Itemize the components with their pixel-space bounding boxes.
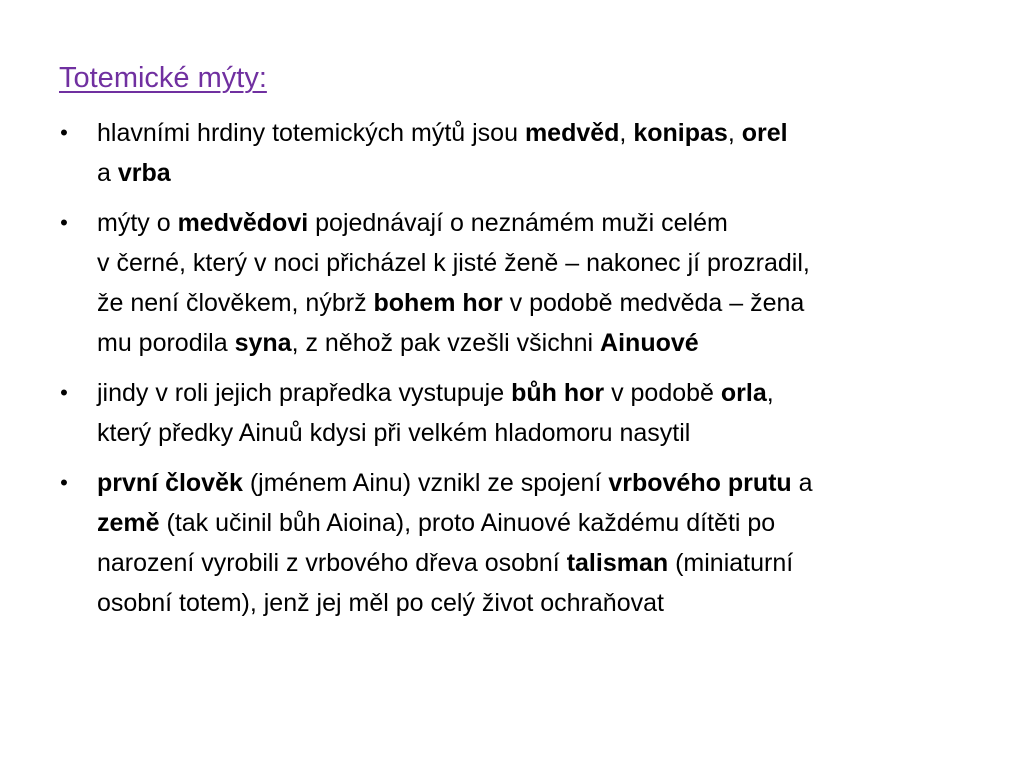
bullet-item <box>60 463 987 623</box>
bullet-text: a <box>791 469 813 497</box>
bullet-item <box>60 113 987 193</box>
bullet-item <box>60 203 987 363</box>
bullet-text: v podobě <box>604 379 721 407</box>
bullet-marker-icon: • <box>60 120 68 145</box>
emphasized-term: země <box>97 509 160 537</box>
bullet-text: , <box>727 119 742 147</box>
emphasized-term: medvědovi <box>177 209 309 237</box>
bullet-text: (miniaturní <box>668 549 794 577</box>
bullet-text: v černé, který v noci přicházel k jisté ženě – nakonec jí prozradil, <box>97 249 810 277</box>
bullet-text: mýty o <box>97 209 178 237</box>
emphasized-term: bohem hor <box>373 289 503 317</box>
bullet-item <box>60 373 987 453</box>
emphasized-term: bůh hor <box>511 379 605 407</box>
emphasized-term: talisman <box>566 549 669 577</box>
emphasized-term: orla <box>720 379 767 407</box>
bullet-text: , <box>766 379 774 407</box>
bullet-text: že není člověkem, nýbrž <box>97 289 374 317</box>
emphasized-term: vrbového prutu <box>608 469 792 497</box>
bullet-text: v podobě medvěda – žena <box>502 289 805 317</box>
bullet-text: a <box>97 159 118 187</box>
bullet-text: (tak učinil bůh Aioina), proto Ainuové každému dítěti po <box>159 509 776 537</box>
bullet-text: (jménem Ainu) vznikl ze spojení <box>242 469 609 497</box>
bullet-text: , z něhož pak vzešli všichni <box>291 329 601 357</box>
emphasized-term: konipas <box>633 119 728 147</box>
bullet-text: osobní totem), jenž jej měl po celý život ochraňovat <box>97 589 664 617</box>
emphasized-term: orel <box>741 119 788 147</box>
emphasized-term: medvěd <box>524 119 620 147</box>
bullet-text: který předky Ainuů kdysi při velkém hladomoru nasytil <box>97 419 691 447</box>
emphasized-term: syna <box>234 329 292 357</box>
bullet-list <box>60 113 987 633</box>
emphasized-term: Ainuové <box>600 329 699 357</box>
bullet-marker-icon: • <box>60 380 68 405</box>
emphasized-term: první člověk <box>97 469 243 497</box>
bullet-text: mu porodila <box>97 329 235 357</box>
emphasized-term: vrba <box>117 159 171 187</box>
slide-heading: Totemické mýty: <box>59 62 267 94</box>
bullet-text: pojednávají o neznámém muži celém <box>308 209 728 237</box>
bullet-text: , <box>619 119 634 147</box>
bullet-marker-icon: • <box>60 470 68 495</box>
bullet-text: hlavními hrdiny totemických mýtů jsou <box>97 119 525 147</box>
bullet-marker-icon: • <box>60 210 68 235</box>
bullet-text: narození vyrobili z vrbového dřeva osobní <box>97 549 567 577</box>
bullet-text: jindy v roli jejich prapředka vystupuje <box>97 379 512 407</box>
